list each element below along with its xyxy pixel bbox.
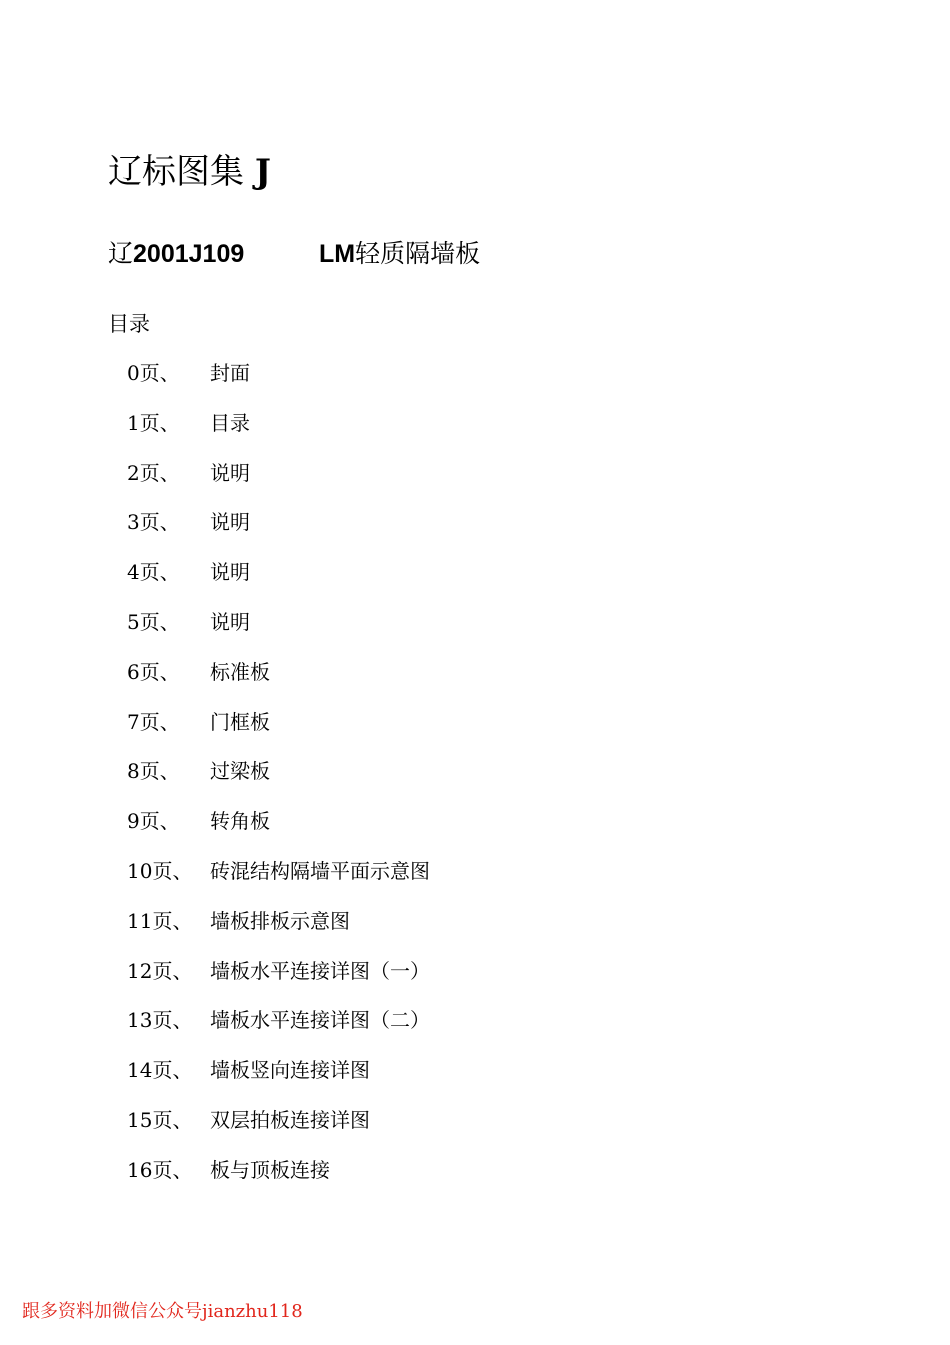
- toc-entry-title: 双层拍板连接详图: [210, 1107, 370, 1132]
- atlas-code-prefix: 辽: [108, 239, 134, 268]
- toc-page-number: 8页、: [127, 759, 180, 784]
- toc-entry-title: 门框板: [210, 709, 270, 734]
- toc-entry-title: 说明: [210, 510, 250, 535]
- toc-entry-title: 说明: [210, 560, 250, 585]
- toc-page-number: 12页、: [127, 958, 193, 983]
- toc-entry-title: 说明: [210, 460, 250, 485]
- toc-entry-title: 墙板水平连接详图（一）: [210, 958, 430, 983]
- toc-entry-title: 砖混结构隔墙平面示意图: [210, 858, 430, 883]
- toc-page-number: 7页、: [127, 709, 180, 734]
- title-prefix: 辽标图集: [108, 152, 244, 192]
- atlas-name-suffix: 轻质隔墙板: [355, 239, 481, 268]
- toc-page-number: 16页、: [127, 1157, 193, 1182]
- title-suffix: J: [254, 152, 271, 192]
- toc-entry-title: 说明: [210, 609, 250, 634]
- atlas-code: [108, 234, 244, 274]
- toc-page-number: 10页、: [127, 858, 193, 883]
- toc-entry-title: 墙板排板示意图: [210, 908, 350, 933]
- toc-entry-title: 板与顶板连接: [210, 1157, 330, 1182]
- atlas-code-number: 2001J109: [133, 240, 245, 268]
- toc-page-number: 13页、: [127, 1008, 193, 1033]
- toc-page-number: 1页、: [127, 410, 180, 435]
- document-title: [108, 148, 271, 196]
- atlas-name: [319, 234, 480, 274]
- toc-page-number: 2页、: [127, 460, 180, 485]
- toc-page-number: 5页、: [127, 609, 180, 634]
- toc-entry-title: 过梁板: [210, 759, 270, 784]
- toc-entry-title: 转角板: [210, 809, 270, 834]
- toc-page-number: 9页、: [127, 809, 180, 834]
- toc-page-number: 3页、: [127, 510, 180, 535]
- toc-page-number: 15页、: [127, 1107, 193, 1132]
- toc-entry-title: 目录: [210, 410, 250, 435]
- toc-page-number: 0页、: [127, 361, 180, 385]
- toc-heading: 目录: [108, 312, 150, 336]
- footer-note: 跟多资料加微信公众号jianzhu118: [22, 1301, 303, 1322]
- toc-entry-title: 墙板水平连接详图（二）: [210, 1008, 430, 1033]
- toc-page-number: 14页、: [127, 1058, 193, 1083]
- toc-page-number: 11页、: [127, 908, 193, 933]
- atlas-name-prefix: LM: [319, 240, 356, 268]
- toc-page-number: 6页、: [127, 659, 180, 684]
- toc-entry-title: 墙板竖向连接详图: [210, 1058, 370, 1083]
- toc-entry-title: 封面: [210, 361, 250, 385]
- toc-page-number: 4页、: [127, 560, 180, 585]
- toc-entry-title: 标准板: [210, 659, 270, 684]
